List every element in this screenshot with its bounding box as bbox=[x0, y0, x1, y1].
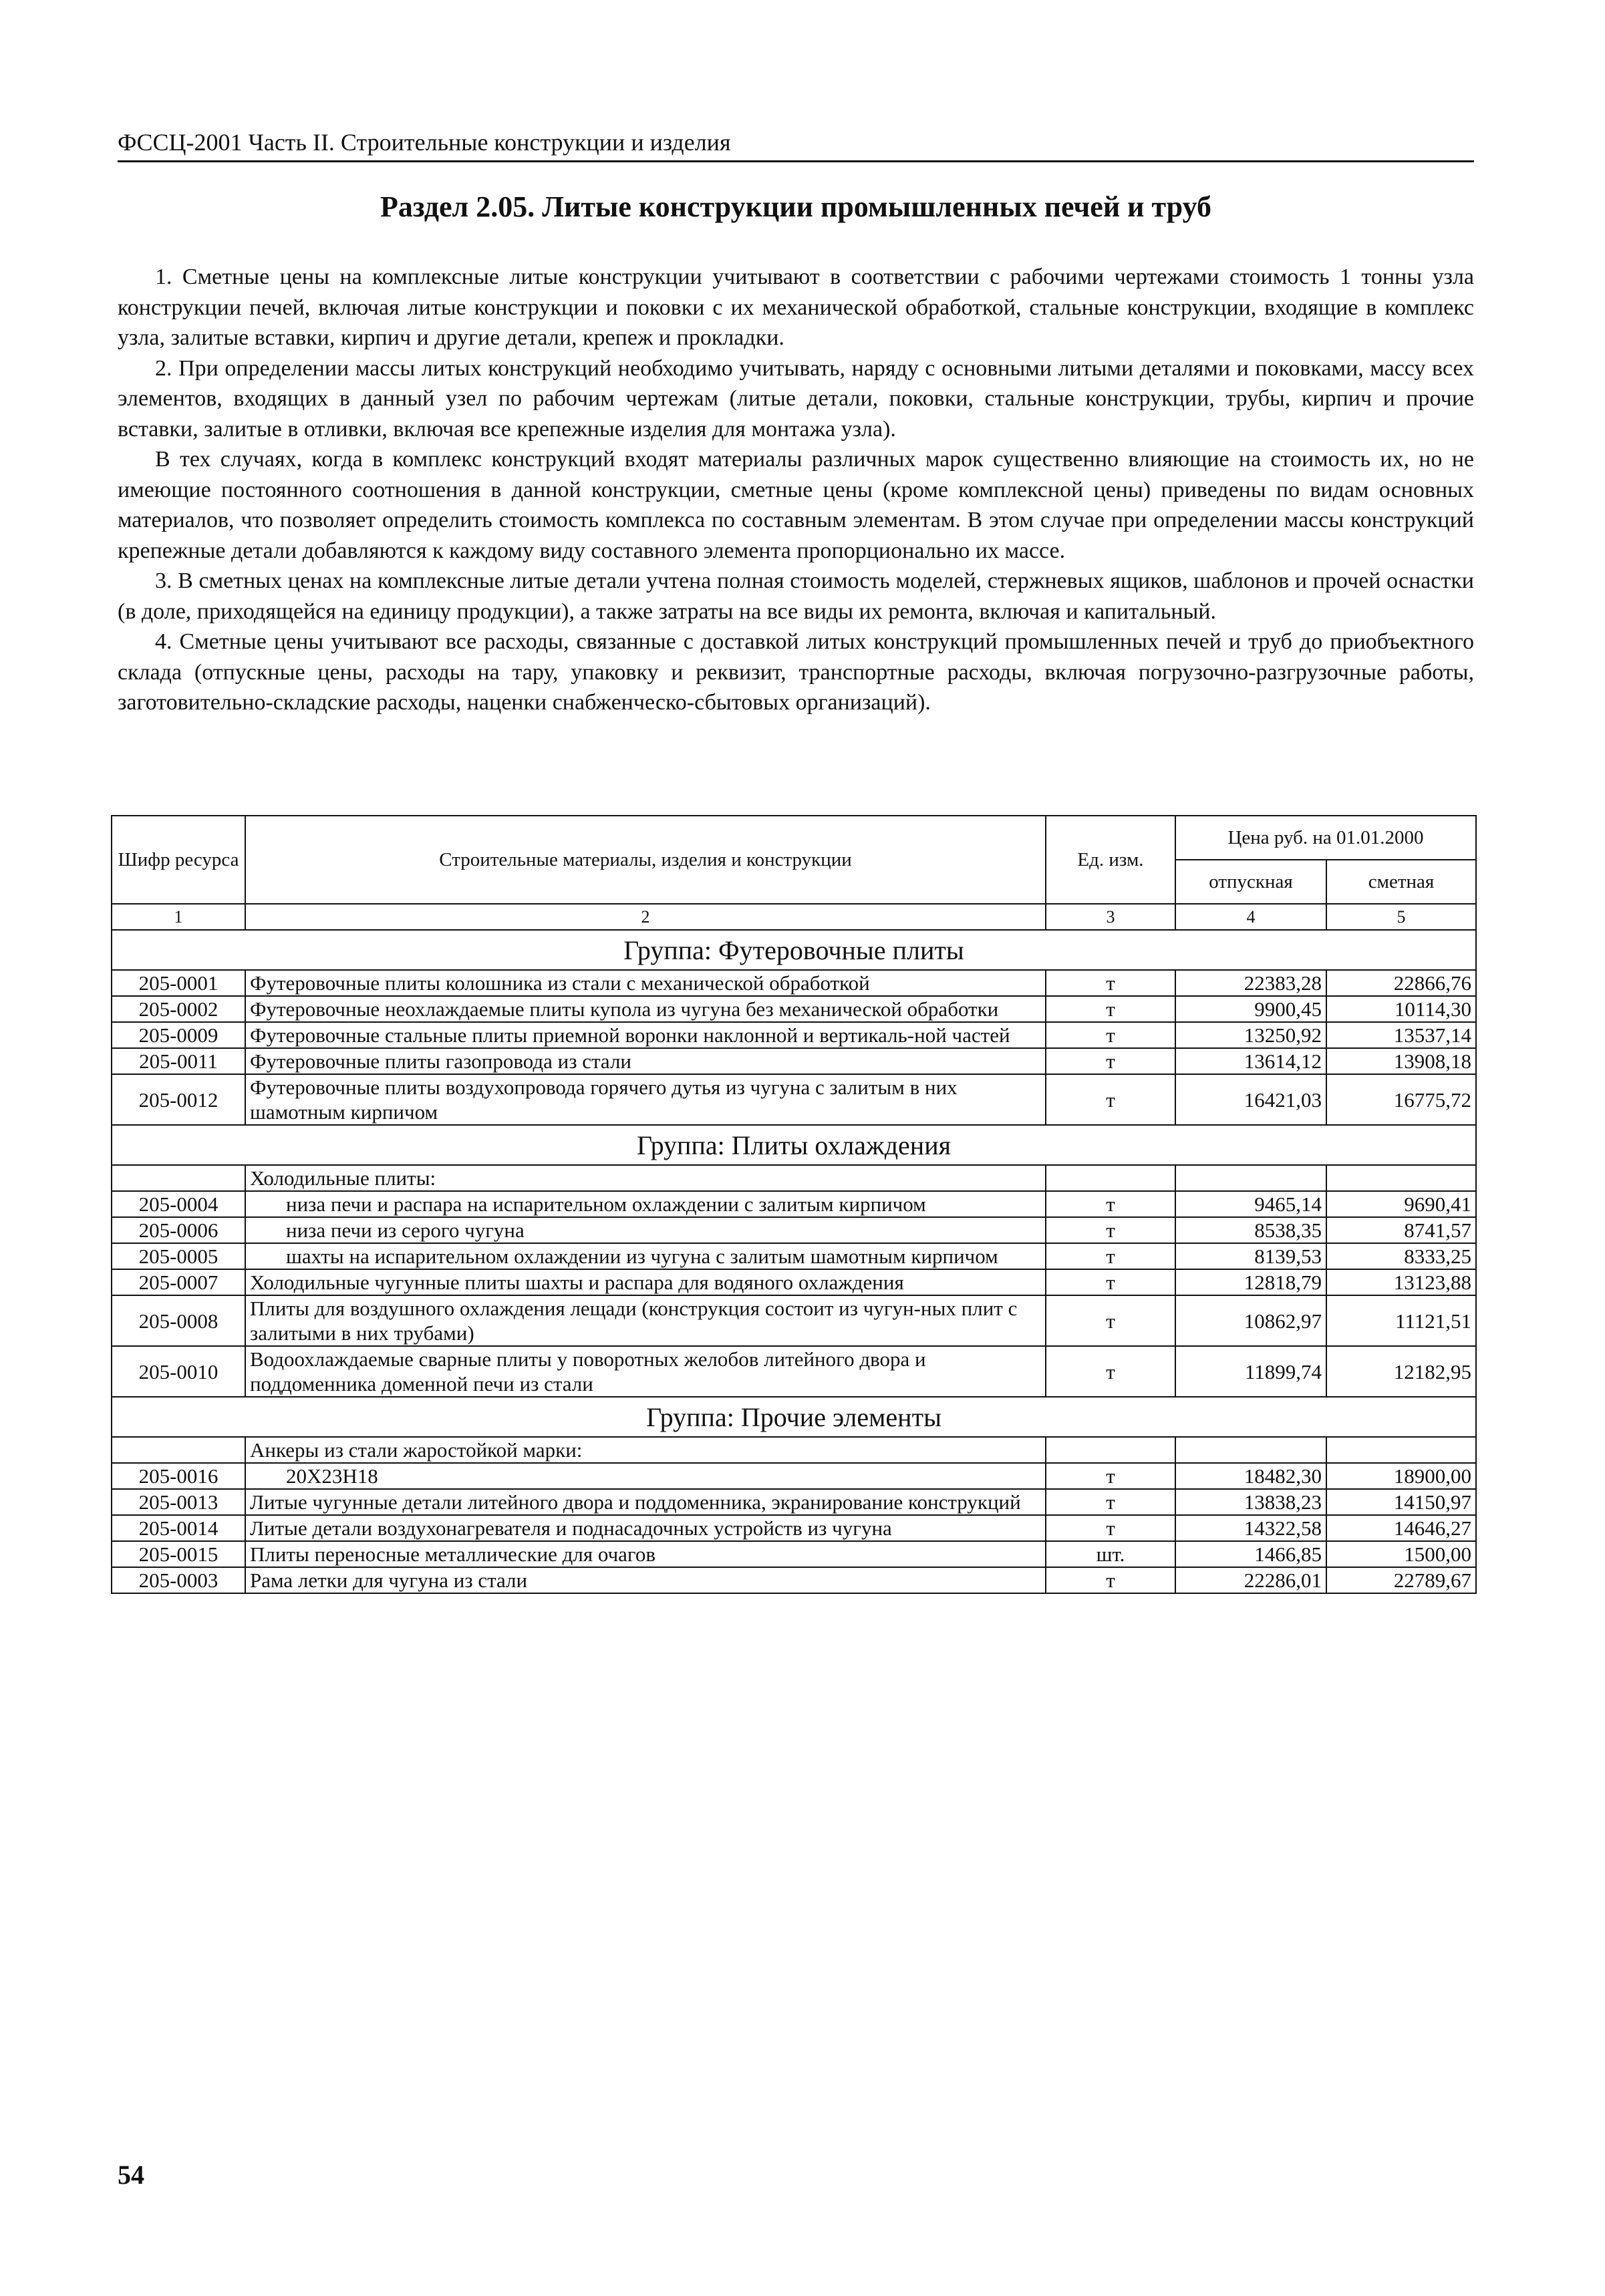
unit: т bbox=[1046, 996, 1175, 1022]
resource-code: 205-0013 bbox=[112, 1489, 245, 1515]
column-number: 1 bbox=[112, 904, 245, 930]
table-row bbox=[112, 996, 1476, 1022]
release-price: 13250,92 bbox=[1175, 1022, 1326, 1048]
column-number: 3 bbox=[1046, 904, 1175, 930]
unit: т bbox=[1046, 1489, 1175, 1515]
empty-cell bbox=[112, 1437, 245, 1463]
column-number: 5 bbox=[1326, 904, 1476, 930]
column-number: 2 bbox=[245, 904, 1046, 930]
item-name: Литые детали воздухонагревателя и поднасадочных устройств из чугуна bbox=[245, 1515, 1046, 1541]
table-row bbox=[112, 1489, 1476, 1515]
empty-cell bbox=[1326, 1165, 1476, 1191]
column-number: 4 bbox=[1175, 904, 1326, 930]
resource-code: 205-0006 bbox=[112, 1217, 245, 1243]
unit: т bbox=[1046, 1567, 1175, 1593]
table-row bbox=[112, 1022, 1476, 1048]
item-name: шахты на испарительном охлаждении из чугуна с залитым шамотным кирпичом bbox=[245, 1243, 1046, 1269]
column-number-row bbox=[112, 904, 1476, 930]
table-row bbox=[112, 1217, 1476, 1243]
item-name: Футеровочные плиты газопровода из стали bbox=[245, 1048, 1046, 1074]
subheading-row bbox=[112, 1437, 1476, 1463]
table-row bbox=[112, 1191, 1476, 1217]
estimate-price: 10114,30 bbox=[1326, 996, 1476, 1022]
table-row bbox=[112, 1541, 1476, 1567]
intro-paragraph: 4. Сметные цены учитывают все расходы, связанные с доставкой литых конструкций промышленных печей и труб до приобъектного склада (отпускные цены, расходы на тару, упаковку и реквизит, транспортные расходы, включая погрузочно-разгрузочные работы, заготовительно-складские расходы, наценки снабженческо-сбытовых организаций). bbox=[118, 629, 1474, 715]
unit: т bbox=[1046, 1463, 1175, 1489]
table-row bbox=[112, 1567, 1476, 1593]
table-row bbox=[112, 1295, 1476, 1346]
header-estimate: сметная bbox=[1326, 860, 1476, 904]
resource-code: 205-0014 bbox=[112, 1515, 245, 1541]
release-price: 8538,35 bbox=[1175, 1217, 1326, 1243]
unit: т bbox=[1046, 1048, 1175, 1074]
release-price: 22286,01 bbox=[1175, 1567, 1326, 1593]
item-name: Плиты переносные металлические для очагов bbox=[245, 1541, 1046, 1567]
unit: т bbox=[1046, 1295, 1175, 1346]
section-title: Раздел 2.05. Литые конструкции промышленных печей и труб bbox=[380, 190, 1211, 223]
subheading-row bbox=[112, 1165, 1476, 1191]
release-price: 13838,23 bbox=[1175, 1489, 1326, 1515]
release-price: 13614,12 bbox=[1175, 1048, 1326, 1074]
resource-code: 205-0002 bbox=[112, 996, 245, 1022]
release-price: 1466,85 bbox=[1175, 1541, 1326, 1567]
unit: т bbox=[1046, 1515, 1175, 1541]
resource-code: 205-0008 bbox=[112, 1295, 245, 1346]
unit: т bbox=[1046, 1269, 1175, 1295]
item-name: Футеровочные плиты колошника из стали с механической обработкой bbox=[245, 970, 1046, 996]
intro-paragraph: 1. Сметные цены на комплексные литые конструкции учитывают в соответствии с рабочими чертежами стоимость 1 тонны узла конструкции печей, включая литые конструкции и поковки с их механической обработкой, стальные конструкции, входящие в комплекс узла, залитые вставки, кирпич и другие детали, крепеж и прокладки. bbox=[118, 265, 1474, 350]
unit: т bbox=[1046, 1243, 1175, 1269]
resource-code: 205-0010 bbox=[112, 1346, 245, 1397]
subheading-label: Анкеры из стали жаростойкой марки: bbox=[245, 1437, 1046, 1463]
empty-cell bbox=[1046, 1437, 1175, 1463]
estimate-price: 14646,27 bbox=[1326, 1515, 1476, 1541]
header-price: Цена руб. на 01.01.2000 bbox=[1175, 816, 1476, 860]
resource-code: 205-0016 bbox=[112, 1463, 245, 1489]
empty-cell bbox=[112, 1165, 245, 1191]
intro-paragraph: 2. При определении массы литых конструкций необходимо учитывать, наряду с основными литыми деталями и поковками, массу всех элементов, входящих в данный узел по рабочим чертежам (литые детали, поковки, стальные конструкции, трубы, кирпич и прочие вставки, залитые в отливки, включая все крепежные изделия для монтажа узла). bbox=[118, 355, 1474, 442]
intro-text bbox=[118, 262, 1474, 718]
release-price: 22383,28 bbox=[1175, 970, 1326, 996]
resource-code: 205-0012 bbox=[112, 1074, 245, 1125]
intro-paragraph: В тех случаях, когда в комплекс конструкций входят материалы различных марок существенно влияющие на стоимость их, но не имеющие постоянного соотношения в данной конструкции, сметные цены (кроме комплексной цены) приведены по видам основных материалов, что позволяет определить стоимость комплекса по составным элементам. В этом случае при определении массы конструкций крепежные детали добавляются к каждому виду составного элемента пропорционально их массе. bbox=[118, 447, 1474, 563]
item-name: низа печи и распара на испарительном охлаждении с залитым кирпичом bbox=[245, 1191, 1046, 1217]
table-row bbox=[112, 1269, 1476, 1295]
item-name: Холодильные чугунные плиты шахты и распара для водяного охлаждения bbox=[245, 1269, 1046, 1295]
estimate-price: 8333,25 bbox=[1326, 1243, 1476, 1269]
estimate-price: 12182,95 bbox=[1326, 1346, 1476, 1397]
estimate-price: 22866,76 bbox=[1326, 970, 1476, 996]
item-name: Футеровочные плиты воздухопровода горячего дутья из чугуна с залитым в них шамотным кирпичом bbox=[245, 1074, 1046, 1125]
resource-code: 205-0015 bbox=[112, 1541, 245, 1567]
table-row bbox=[112, 1243, 1476, 1269]
header-unit: Ед. изм. bbox=[1046, 816, 1175, 904]
unit: шт. bbox=[1046, 1541, 1175, 1567]
resource-code: 205-0004 bbox=[112, 1191, 245, 1217]
item-name: низа печи из серого чугуна bbox=[245, 1217, 1046, 1243]
header-release: отпускная bbox=[1175, 860, 1326, 904]
empty-cell bbox=[1046, 1165, 1175, 1191]
estimate-price: 13123,88 bbox=[1326, 1269, 1476, 1295]
header-rule bbox=[118, 160, 1474, 162]
unit: т bbox=[1046, 1346, 1175, 1397]
item-name: Водоохлаждаемые сварные плиты у поворотных желобов литейного двора и поддоменника доменной печи из стали bbox=[245, 1346, 1046, 1397]
release-price: 16421,03 bbox=[1175, 1074, 1326, 1125]
release-price: 12818,79 bbox=[1175, 1269, 1326, 1295]
group-row bbox=[112, 1397, 1476, 1437]
table-header-row bbox=[112, 816, 1476, 860]
estimate-price: 11121,51 bbox=[1326, 1295, 1476, 1346]
resource-code: 205-0007 bbox=[112, 1269, 245, 1295]
estimate-price: 18900,00 bbox=[1326, 1463, 1476, 1489]
item-name: Футеровочные стальные плиты приемной воронки наклонной и вертикаль-ной частей bbox=[245, 1022, 1046, 1048]
item-name: 20Х23Н18 bbox=[245, 1463, 1046, 1489]
release-price: 9465,14 bbox=[1175, 1191, 1326, 1217]
header-code: Шифр ресурса bbox=[112, 816, 245, 904]
resource-code: 205-0011 bbox=[112, 1048, 245, 1074]
release-price: 11899,74 bbox=[1175, 1346, 1326, 1397]
release-price: 10862,97 bbox=[1175, 1295, 1326, 1346]
estimate-price: 22789,67 bbox=[1326, 1567, 1476, 1593]
page-number: 54 bbox=[118, 2160, 144, 2190]
table-row bbox=[112, 1048, 1476, 1074]
resource-code: 205-0009 bbox=[112, 1022, 245, 1048]
estimate-price: 13537,14 bbox=[1326, 1022, 1476, 1048]
estimate-price: 14150,97 bbox=[1326, 1489, 1476, 1515]
group-title: Группа: Прочие элементы bbox=[112, 1397, 1476, 1437]
group-title: Группа: Плиты охлаждения bbox=[112, 1125, 1476, 1165]
table-row bbox=[112, 1515, 1476, 1541]
estimate-price: 8741,57 bbox=[1326, 1217, 1476, 1243]
price-table bbox=[111, 815, 1477, 1594]
table-row bbox=[112, 1074, 1476, 1125]
unit: т bbox=[1046, 1191, 1175, 1217]
empty-cell bbox=[1326, 1437, 1476, 1463]
table-row bbox=[112, 1463, 1476, 1489]
item-name: Футеровочные неохлаждаемые плиты купола из чугуна без механической обработки bbox=[245, 996, 1046, 1022]
group-row bbox=[112, 1125, 1476, 1165]
resource-code: 205-0003 bbox=[112, 1567, 245, 1593]
item-name: Рама летки для чугуна из стали bbox=[245, 1567, 1046, 1593]
release-price: 18482,30 bbox=[1175, 1463, 1326, 1489]
estimate-price: 13908,18 bbox=[1326, 1048, 1476, 1074]
resource-code: 205-0001 bbox=[112, 970, 245, 996]
unit: т bbox=[1046, 970, 1175, 996]
estimate-price: 16775,72 bbox=[1326, 1074, 1476, 1125]
header-name: Строительные материалы, изделия и конструкции bbox=[245, 816, 1046, 904]
resource-code: 205-0005 bbox=[112, 1243, 245, 1269]
group-title: Группа: Футеровочные плиты bbox=[112, 930, 1476, 970]
release-price: 8139,53 bbox=[1175, 1243, 1326, 1269]
estimate-price: 1500,00 bbox=[1326, 1541, 1476, 1567]
empty-cell bbox=[1175, 1165, 1326, 1191]
unit: т bbox=[1046, 1022, 1175, 1048]
running-header: ФССЦ-2001 Часть II. Строительные конструкции и изделия bbox=[118, 129, 731, 156]
empty-cell bbox=[1175, 1437, 1326, 1463]
intro-paragraph: 3. В сметных ценах на комплексные литые детали учтена полная стоимость моделей, стержневых ящиков, шаблонов и прочей оснастки (в доле, приходящейся на единицу продукции), а также затраты на все виды их ремонта, включая и капитальный. bbox=[118, 568, 1474, 624]
group-row bbox=[112, 930, 1476, 970]
table-row bbox=[112, 1346, 1476, 1397]
item-name: Литые чугунные детали литейного двора и поддоменника, экранирование конструкций bbox=[245, 1489, 1046, 1515]
item-name: Плиты для воздушного охлаждения лещади (конструкция состоит из чугун-ных плит с залитыми в них трубами) bbox=[245, 1295, 1046, 1346]
unit: т bbox=[1046, 1217, 1175, 1243]
subheading-label: Холодильные плиты: bbox=[245, 1165, 1046, 1191]
release-price: 14322,58 bbox=[1175, 1515, 1326, 1541]
unit: т bbox=[1046, 1074, 1175, 1125]
table-row bbox=[112, 970, 1476, 996]
estimate-price: 9690,41 bbox=[1326, 1191, 1476, 1217]
release-price: 9900,45 bbox=[1175, 996, 1326, 1022]
